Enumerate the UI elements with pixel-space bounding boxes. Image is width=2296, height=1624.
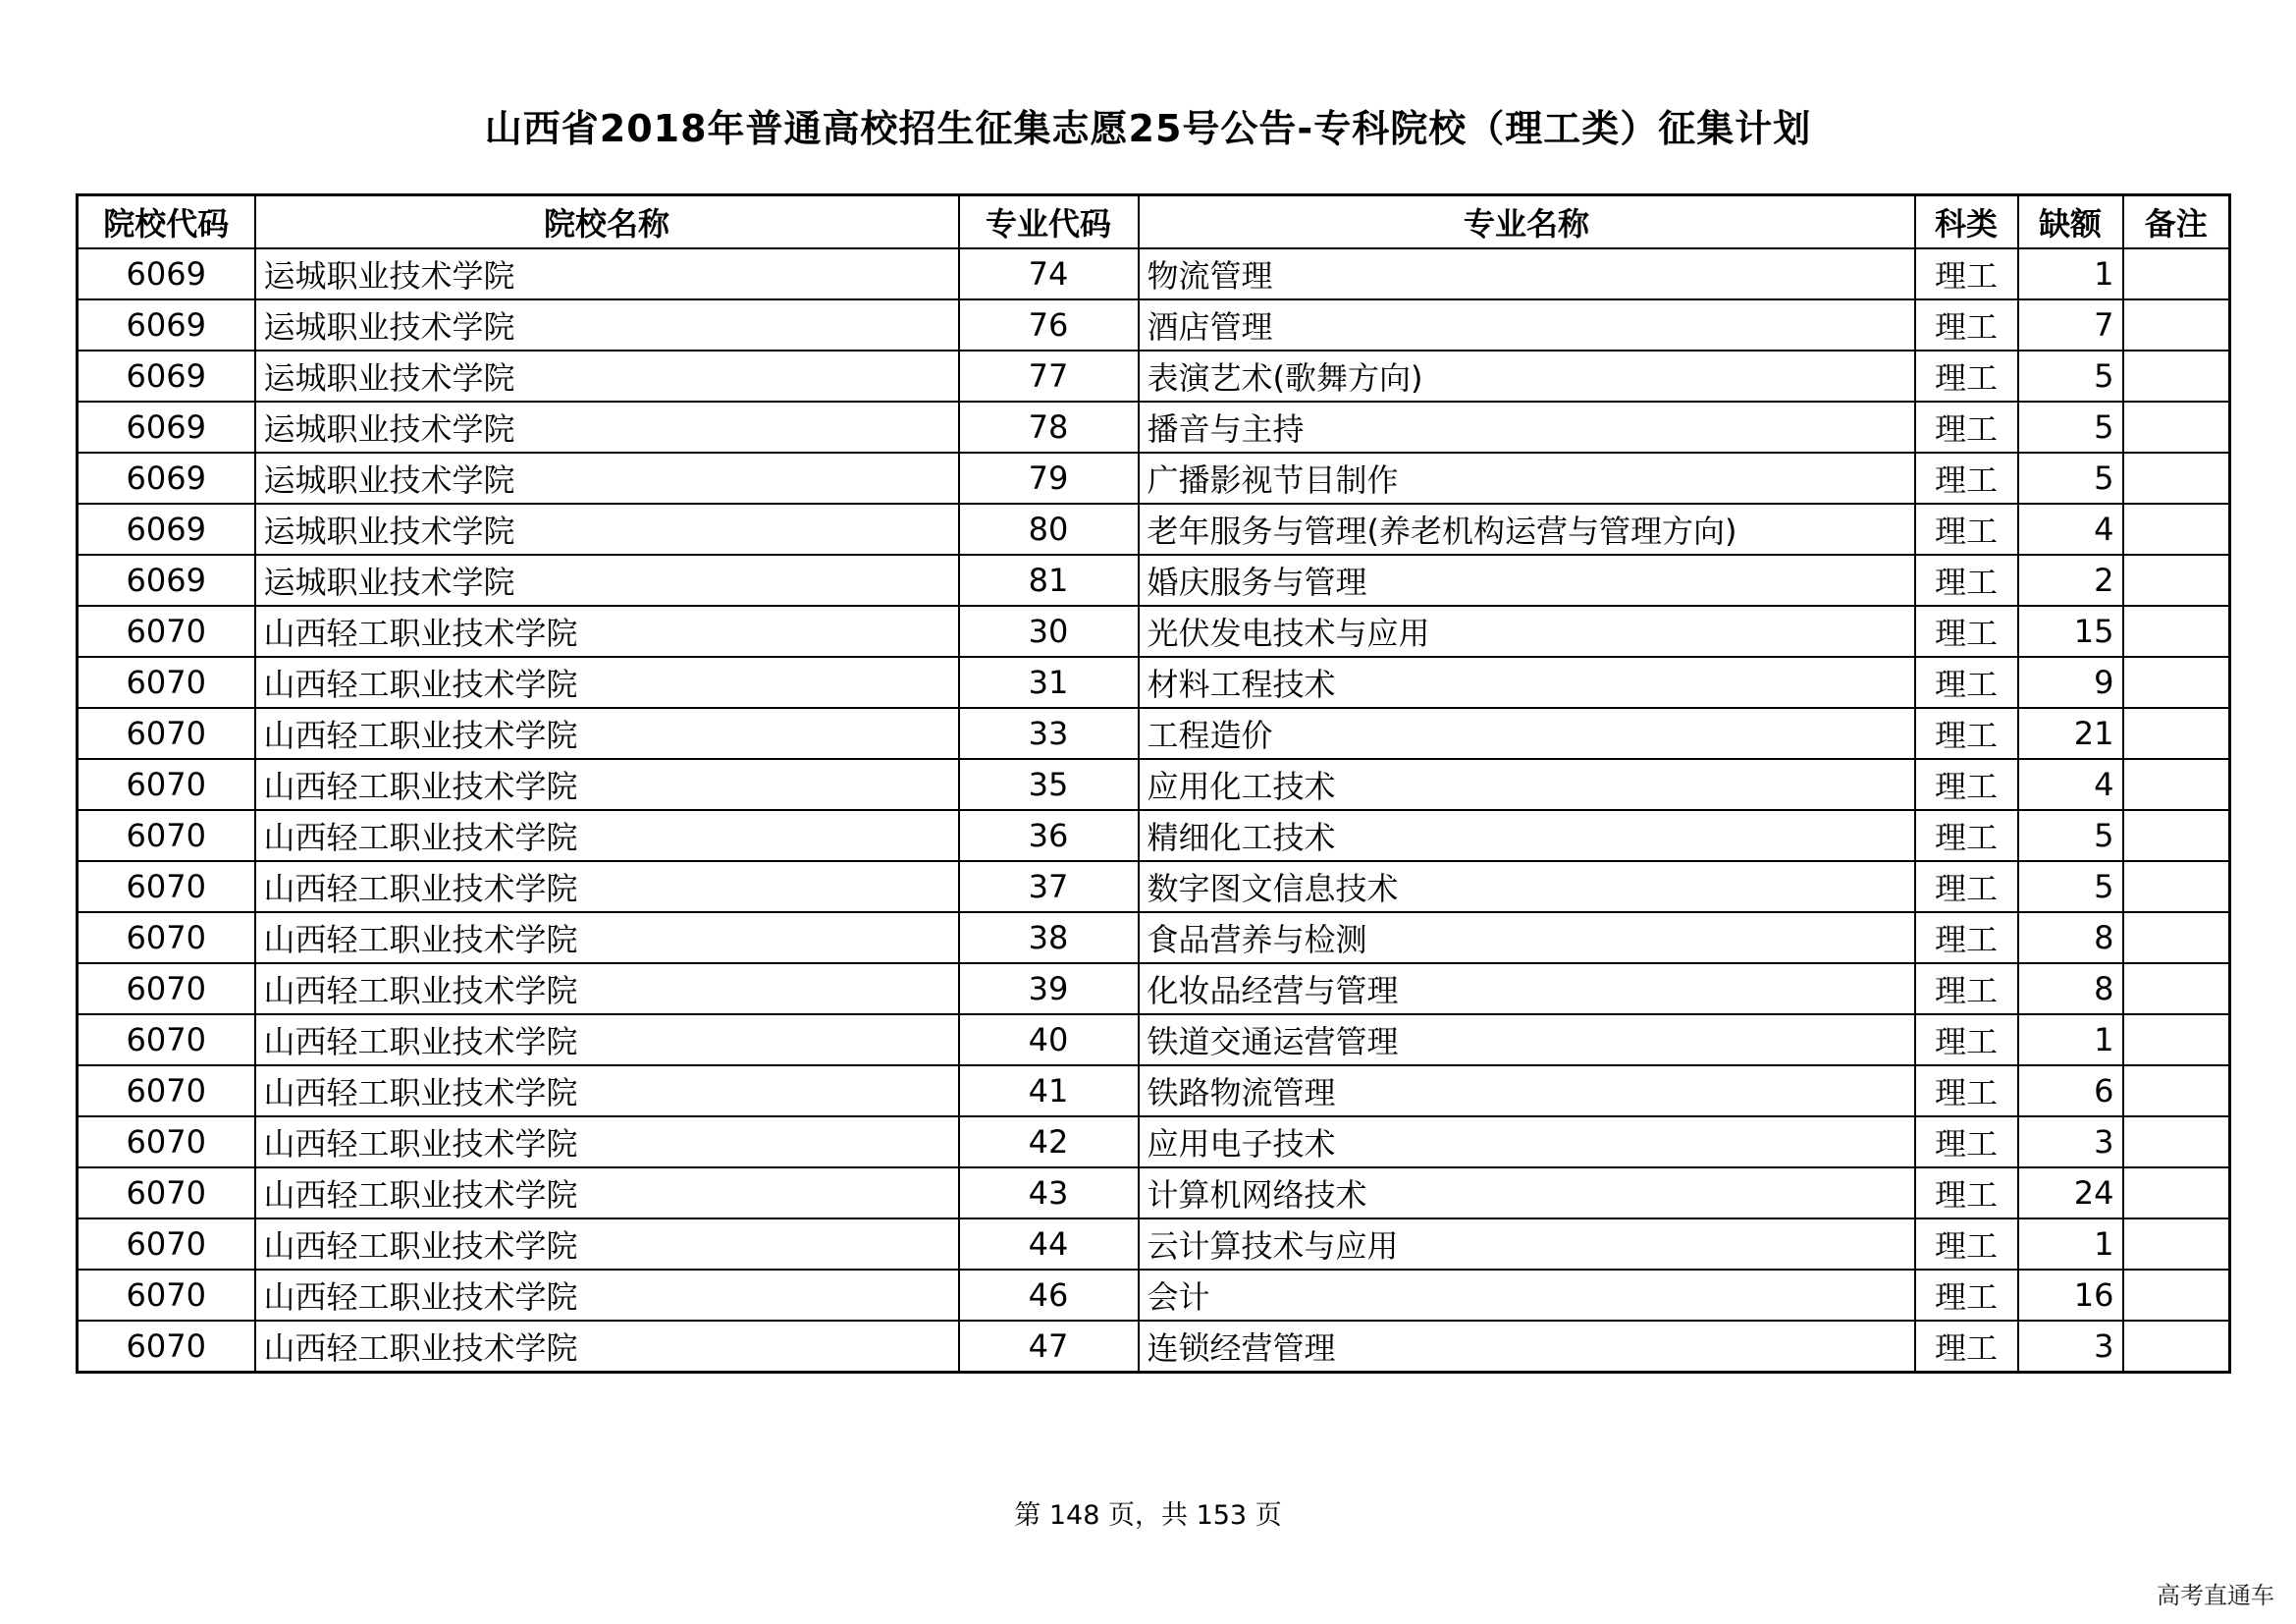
category-cell: 理工 [1915,555,2018,606]
quota-cell: 3 [2018,1116,2123,1167]
school-code-cell: 6070 [78,810,255,861]
major-name-cell: 食品营养与检测 [1139,912,1915,963]
school-code-cell: 6070 [78,759,255,810]
major-code-cell: 30 [959,606,1139,657]
remarks-cell [2123,299,2230,351]
table-row [78,555,2230,606]
school-code-cell: 6070 [78,1270,255,1321]
header-school-code: 院校代码 [78,195,255,249]
major-name-cell: 播音与主持 [1139,402,1915,453]
table-row [78,1321,2230,1373]
school-name-cell: 运城职业技术学院 [255,351,959,402]
table-row [78,299,2230,351]
remarks-cell [2123,708,2230,759]
table-row [78,248,2230,299]
quota-cell: 15 [2018,606,2123,657]
table-row [78,453,2230,504]
category-cell: 理工 [1915,657,2018,708]
category-cell: 理工 [1915,1218,2018,1270]
school-code-cell: 6070 [78,1116,255,1167]
school-name-cell: 山西轻工职业技术学院 [255,861,959,912]
major-code-cell: 31 [959,657,1139,708]
remarks-cell [2123,1270,2230,1321]
major-name-cell: 物流管理 [1139,248,1915,299]
major-name-cell: 会计 [1139,1270,1915,1321]
remarks-cell [2123,861,2230,912]
remarks-cell [2123,1321,2230,1373]
school-name-cell: 运城职业技术学院 [255,555,959,606]
remarks-cell [2123,504,2230,555]
table-row [78,1065,2230,1116]
header-remarks: 备注 [2123,195,2230,249]
school-code-cell: 6070 [78,1321,255,1373]
school-name-cell: 运城职业技术学院 [255,299,959,351]
school-code-cell: 6069 [78,402,255,453]
page-footer: 第 148 页，共 153 页 [1014,1500,1282,1531]
school-code-cell: 6069 [78,351,255,402]
major-name-cell: 数字图文信息技术 [1139,861,1915,912]
major-code-cell: 76 [959,299,1139,351]
school-code-cell: 6070 [78,1065,255,1116]
school-code-cell: 6069 [78,299,255,351]
category-cell: 理工 [1915,248,2018,299]
quota-cell: 5 [2018,402,2123,453]
major-name-cell: 铁路物流管理 [1139,1065,1915,1116]
category-cell: 理工 [1915,1014,2018,1065]
category-cell: 理工 [1915,504,2018,555]
major-code-cell: 80 [959,504,1139,555]
major-code-cell: 78 [959,402,1139,453]
category-cell: 理工 [1915,299,2018,351]
table-row [78,1014,2230,1065]
school-name-cell: 山西轻工职业技术学院 [255,1116,959,1167]
school-code-cell: 6069 [78,504,255,555]
major-code-cell: 81 [959,555,1139,606]
category-cell: 理工 [1915,810,2018,861]
major-name-cell: 应用电子技术 [1139,1116,1915,1167]
major-code-cell: 43 [959,1167,1139,1218]
school-code-cell: 6069 [78,248,255,299]
major-name-cell: 精细化工技术 [1139,810,1915,861]
school-code-cell: 6070 [78,606,255,657]
quota-cell: 8 [2018,912,2123,963]
table-row [78,861,2230,912]
table-row [78,912,2230,963]
major-code-cell: 38 [959,912,1139,963]
remarks-cell [2123,1116,2230,1167]
remarks-cell [2123,555,2230,606]
quota-cell: 1 [2018,1014,2123,1065]
remarks-cell [2123,1218,2230,1270]
major-code-cell: 74 [959,248,1139,299]
school-name-cell: 山西轻工职业技术学院 [255,810,959,861]
quota-cell: 5 [2018,453,2123,504]
table-row [78,1167,2230,1218]
category-cell: 理工 [1915,912,2018,963]
header-category: 科类 [1915,195,2018,249]
category-cell: 理工 [1915,708,2018,759]
remarks-cell [2123,963,2230,1014]
remarks-cell [2123,351,2230,402]
school-name-cell: 运城职业技术学院 [255,248,959,299]
header-school-name: 院校名称 [255,195,959,249]
quota-cell: 9 [2018,657,2123,708]
major-name-cell: 材料工程技术 [1139,657,1915,708]
category-cell: 理工 [1915,963,2018,1014]
major-code-cell: 35 [959,759,1139,810]
table-row [78,963,2230,1014]
remarks-cell [2123,759,2230,810]
table-row [78,1270,2230,1321]
table-row [78,708,2230,759]
remarks-cell [2123,453,2230,504]
quota-cell: 4 [2018,504,2123,555]
school-code-cell: 6070 [78,963,255,1014]
category-cell: 理工 [1915,1167,2018,1218]
quota-cell: 7 [2018,299,2123,351]
remarks-cell [2123,402,2230,453]
major-name-cell: 婚庆服务与管理 [1139,555,1915,606]
table-row [78,606,2230,657]
school-code-cell: 6069 [78,555,255,606]
category-cell: 理工 [1915,402,2018,453]
school-name-cell: 山西轻工职业技术学院 [255,657,959,708]
school-code-cell: 6070 [78,1167,255,1218]
header-quota: 缺额 [2018,195,2123,249]
school-name-cell: 山西轻工职业技术学院 [255,963,959,1014]
school-name-cell: 山西轻工职业技术学院 [255,1167,959,1218]
major-name-cell: 广播影视节目制作 [1139,453,1915,504]
school-name-cell: 山西轻工职业技术学院 [255,1321,959,1373]
school-code-cell: 6070 [78,657,255,708]
table-header-row [78,195,2230,249]
table-row [78,1116,2230,1167]
major-name-cell: 计算机网络技术 [1139,1167,1915,1218]
school-name-cell: 山西轻工职业技术学院 [255,606,959,657]
category-cell: 理工 [1915,453,2018,504]
major-code-cell: 47 [959,1321,1139,1373]
header-major-code: 专业代码 [959,195,1139,249]
quota-cell: 24 [2018,1167,2123,1218]
remarks-cell [2123,1167,2230,1218]
quota-cell: 1 [2018,248,2123,299]
watermark: 高考直通车 [2157,1582,2274,1609]
table-row [78,351,2230,402]
quota-cell: 21 [2018,708,2123,759]
remarks-cell [2123,248,2230,299]
school-name-cell: 运城职业技术学院 [255,453,959,504]
major-name-cell: 化妆品经营与管理 [1139,963,1915,1014]
category-cell: 理工 [1915,1321,2018,1373]
school-code-cell: 6069 [78,453,255,504]
quota-cell: 1 [2018,1218,2123,1270]
major-code-cell: 44 [959,1218,1139,1270]
major-name-cell: 铁道交通运营管理 [1139,1014,1915,1065]
major-name-cell: 表演艺术(歌舞方向) [1139,351,1915,402]
table-row [78,759,2230,810]
category-cell: 理工 [1915,606,2018,657]
school-name-cell: 山西轻工职业技术学院 [255,1065,959,1116]
category-cell: 理工 [1915,1116,2018,1167]
school-name-cell: 山西轻工职业技术学院 [255,1218,959,1270]
school-name-cell: 山西轻工职业技术学院 [255,708,959,759]
remarks-cell [2123,912,2230,963]
quota-cell: 2 [2018,555,2123,606]
major-code-cell: 39 [959,963,1139,1014]
category-cell: 理工 [1915,861,2018,912]
major-name-cell: 连锁经营管理 [1139,1321,1915,1373]
category-cell: 理工 [1915,351,2018,402]
remarks-cell [2123,1014,2230,1065]
major-code-cell: 79 [959,453,1139,504]
quota-cell: 8 [2018,963,2123,1014]
major-code-cell: 37 [959,861,1139,912]
table-row [78,402,2230,453]
category-cell: 理工 [1915,1270,2018,1321]
remarks-cell [2123,810,2230,861]
header-major-name: 专业名称 [1139,195,1915,249]
major-code-cell: 36 [959,810,1139,861]
school-code-cell: 6070 [78,708,255,759]
plan-table [76,193,2231,1374]
major-code-cell: 77 [959,351,1139,402]
category-cell: 理工 [1915,759,2018,810]
quota-cell: 3 [2018,1321,2123,1373]
major-code-cell: 41 [959,1065,1139,1116]
major-name-cell: 应用化工技术 [1139,759,1915,810]
school-name-cell: 运城职业技术学院 [255,402,959,453]
quota-cell: 5 [2018,861,2123,912]
school-name-cell: 山西轻工职业技术学院 [255,912,959,963]
table-row [78,1218,2230,1270]
table-body [78,248,2230,1373]
quota-cell: 6 [2018,1065,2123,1116]
school-code-cell: 6070 [78,1218,255,1270]
school-name-cell: 运城职业技术学院 [255,504,959,555]
quota-cell: 5 [2018,351,2123,402]
remarks-cell [2123,606,2230,657]
quota-cell: 16 [2018,1270,2123,1321]
table-row [78,810,2230,861]
major-code-cell: 42 [959,1116,1139,1167]
school-code-cell: 6070 [78,1014,255,1065]
remarks-cell [2123,657,2230,708]
quota-cell: 4 [2018,759,2123,810]
quota-cell: 5 [2018,810,2123,861]
major-name-cell: 云计算技术与应用 [1139,1218,1915,1270]
major-code-cell: 40 [959,1014,1139,1065]
school-code-cell: 6070 [78,912,255,963]
school-name-cell: 山西轻工职业技术学院 [255,1270,959,1321]
table-row [78,657,2230,708]
major-code-cell: 33 [959,708,1139,759]
major-name-cell: 老年服务与管理(养老机构运营与管理方向) [1139,504,1915,555]
page-title: 山西省2018年普通高校招生征集志愿25号公告-专科院校（理工类）征集计划 [484,107,1812,150]
school-name-cell: 山西轻工职业技术学院 [255,759,959,810]
major-name-cell: 酒店管理 [1139,299,1915,351]
category-cell: 理工 [1915,1065,2018,1116]
major-code-cell: 46 [959,1270,1139,1321]
major-name-cell: 工程造价 [1139,708,1915,759]
remarks-cell [2123,1065,2230,1116]
school-code-cell: 6070 [78,861,255,912]
table-row [78,504,2230,555]
major-name-cell: 光伏发电技术与应用 [1139,606,1915,657]
school-name-cell: 山西轻工职业技术学院 [255,1014,959,1065]
